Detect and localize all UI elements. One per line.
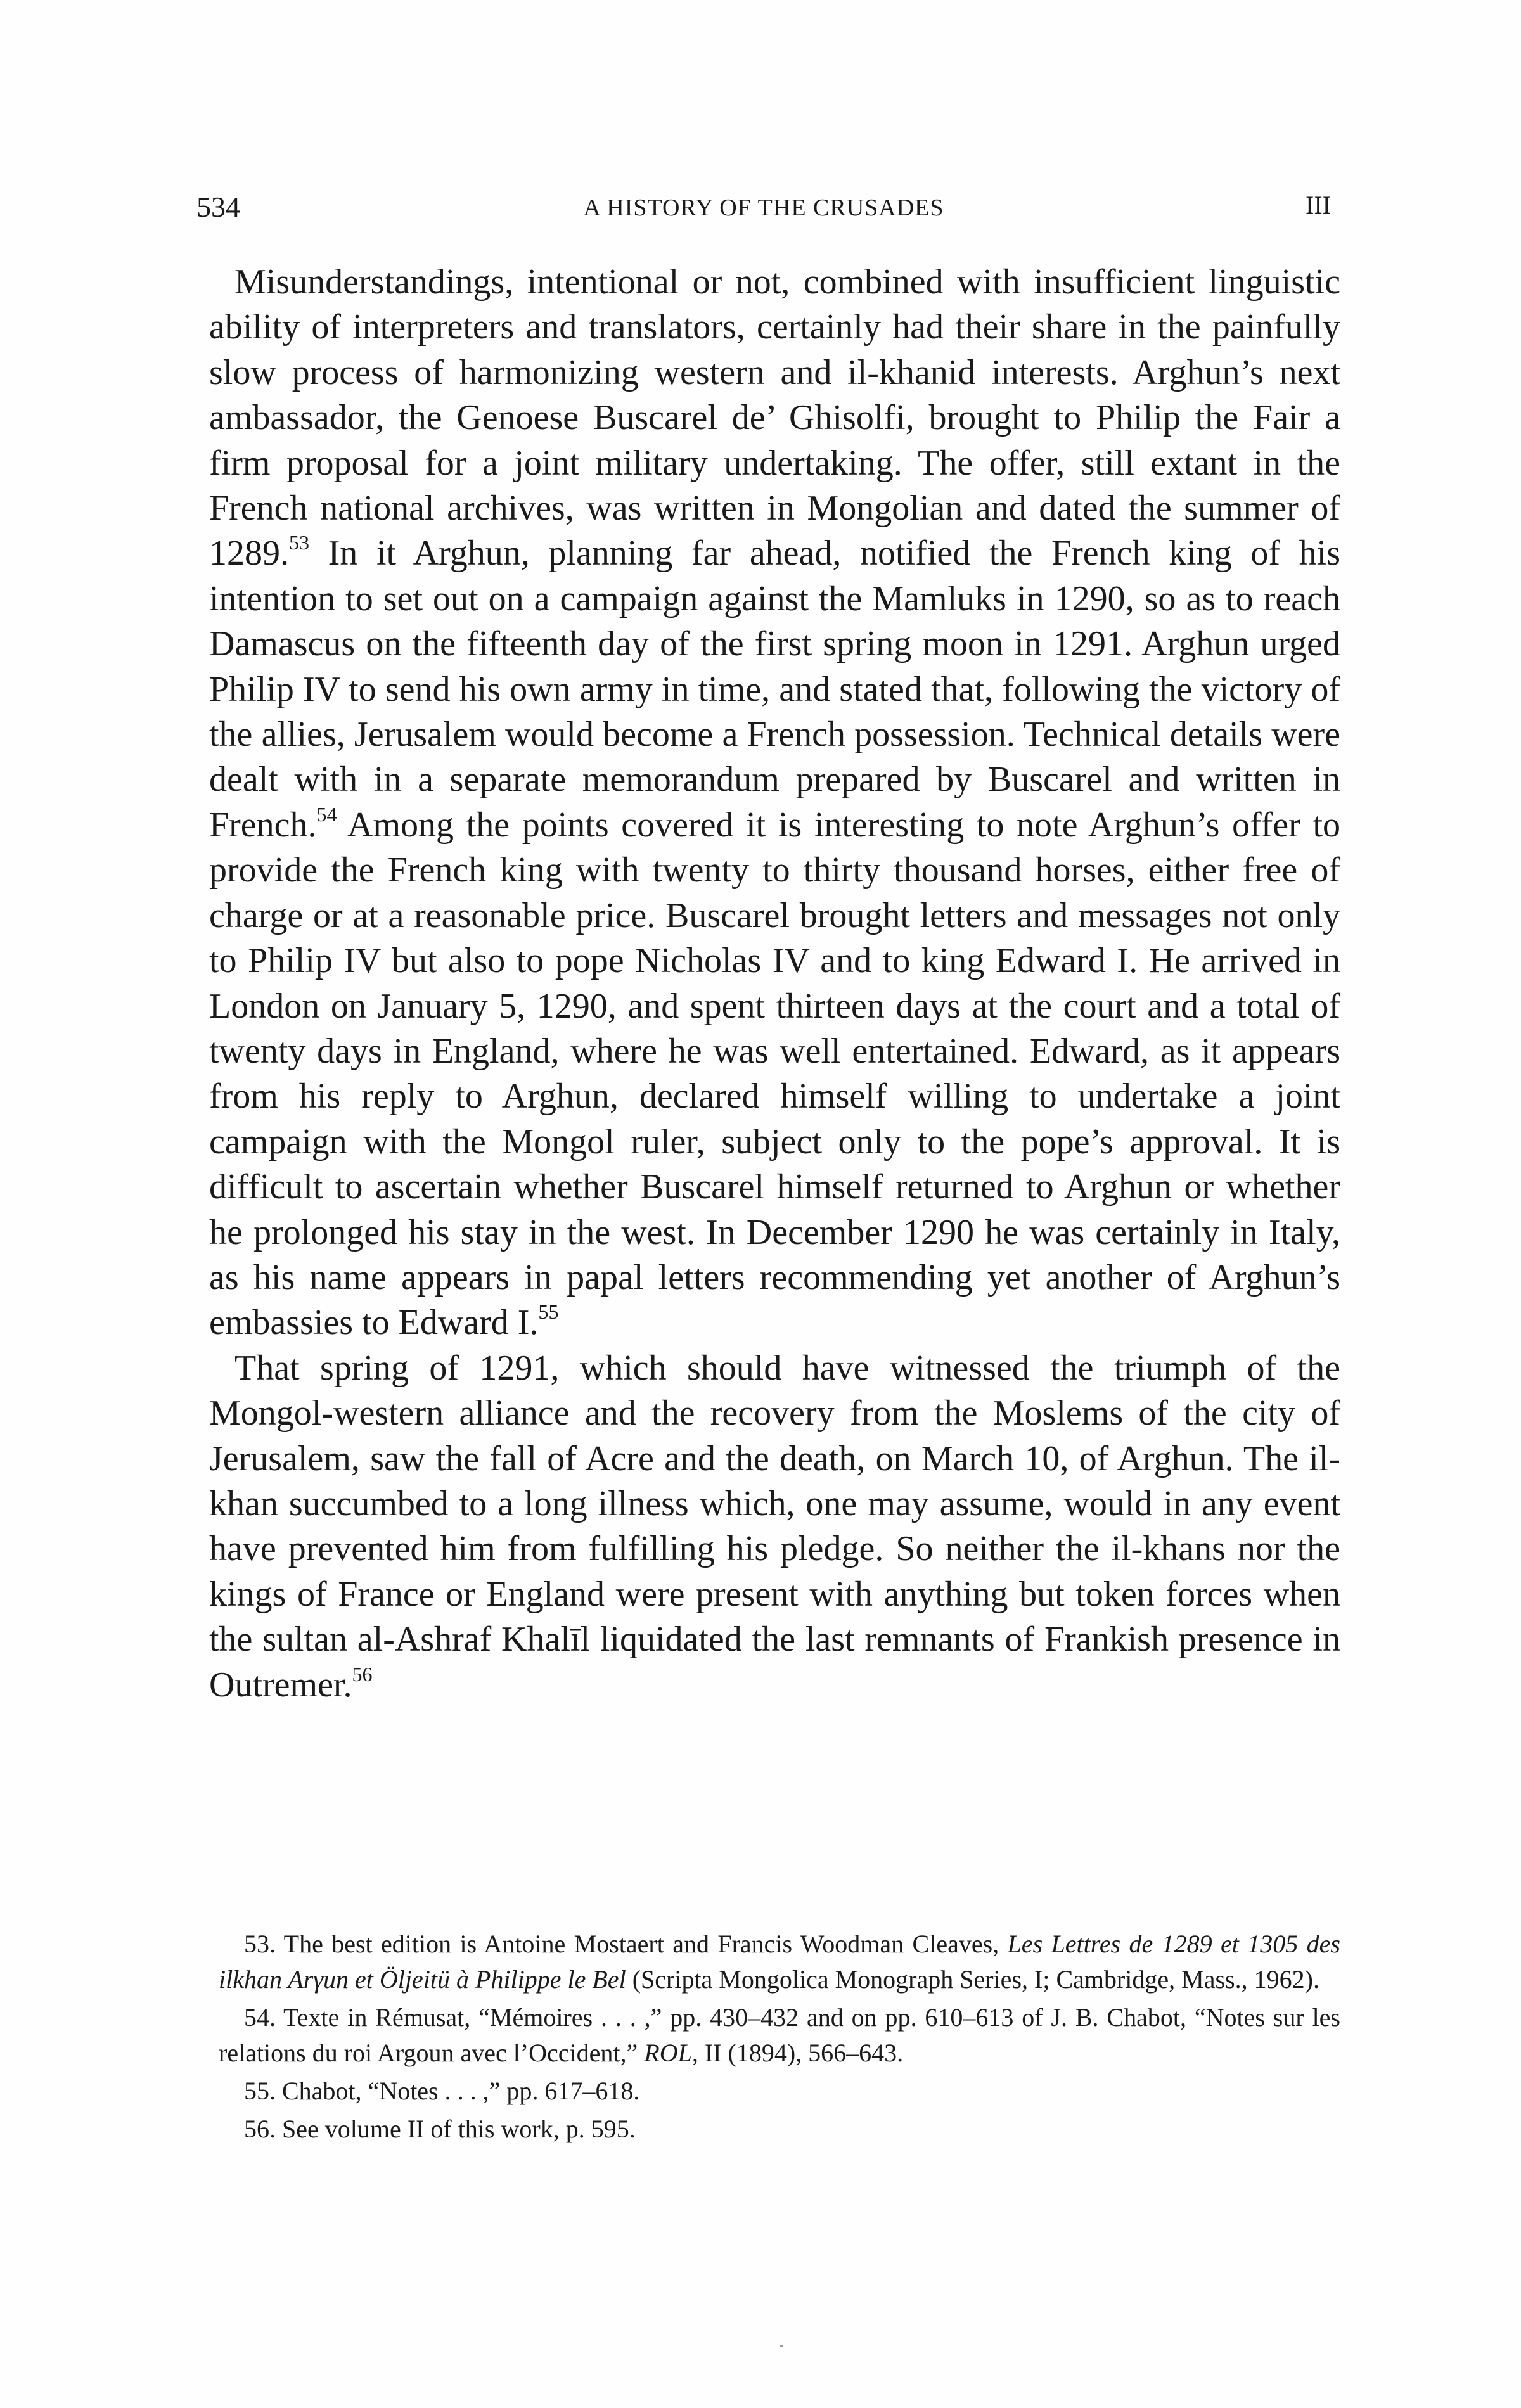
- paragraph-1-text-a: Misunderstandings, intentional or not, combined with insufficient linguistic ability of interpreters and translators, certainly had their share in the painfully slow process of harmonizing western and il-khanid interests. Arghun’s next ambassador, the Genoese Buscarel de’ Ghisolfi, brought to Philip the Fair a firm proposal for a joint military undertaking. The offer, still extant in the French national archives, was written in Mongolian and dated the summer of 1289.: [209, 262, 1340, 573]
- footnote-53-number: 53.: [244, 1930, 276, 1958]
- running-head: [196, 190, 1331, 228]
- body-text: [209, 260, 1340, 1708]
- footnote-55-text: Chabot, “Notes . . . ,” pp. 617–618.: [276, 2077, 640, 2105]
- footnote-56-number: 56.: [244, 2115, 276, 2143]
- footnote-54-number: 54.: [244, 2003, 276, 2032]
- footnote-53-text-b: (Scripta Mongolica Monograph Series, I; Cambridge, Mass., 1962).: [626, 1965, 1319, 1994]
- footnote-54: [219, 2000, 1340, 2071]
- footnote-53-text-a: The best edition is Antoine Mostaert and Francis Woodman Cleaves,: [276, 1930, 1008, 1958]
- footnote-55: [219, 2073, 1340, 2109]
- page-number: 534: [196, 191, 240, 223]
- paragraph-1: [209, 260, 1340, 1346]
- footnote-53-title: Les Lettres de 1289 et 1305 des ilkhan Arγun et Öljeitü à Philippe le Bel: [219, 1930, 1340, 1994]
- page-speck: [780, 2345, 783, 2347]
- footnote-54-text-b: II (1894), 566–643.: [698, 2039, 904, 2067]
- paragraph-1-text-c: Among the points covered it is interesting to note Arghun’s offer to provide the French king with twenty to thirty thousand horses, either free of charge or at a reasonable price. Buscarel brought letters and messages not only to Philip IV but also to pope Nicholas IV and to king Edward I. He arrived in London on January 5, 1290, and spent thirteen days at the court and a total of twenty days in England, where he was well entertained. Edward, as it appears from his reply to Arghun, declared himself willing to undertake a joint campaign with the Mongol ruler, subject only to the pope’s approval. It is difficult to ascertain whether Buscarel himself returned to Arghun or whether he prolonged his stay in the west. In December 1290 he was certainly in Italy, as his name appears in papal letters recommending yet another of Arghun’s embassies to Edward I.: [209, 805, 1340, 1343]
- footnote-54-journal: ROL,: [644, 2039, 698, 2067]
- footnote-55-number: 55.: [244, 2077, 276, 2105]
- running-title: A HISTORY OF THE CRUSADES: [583, 195, 944, 221]
- footnote-ref-55[interactable]: 55: [538, 1300, 559, 1324]
- paragraph-1-text-b: In it Arghun, planning far ahead, notified the French king of his intention to set out on a campaign against the Mamluks in 1290, so as to reach Damascus on the fifteenth day of the first spring moon in 1291. Arghun urged Philip IV to send his own army in time, and stated that, following the victory of the allies, Jerusalem would become a French possession. Technical details were dealt with in a separate memorandum prepared by Buscarel and written in French.: [209, 534, 1340, 845]
- footnote-56: [219, 2111, 1340, 2147]
- footnotes: [219, 1926, 1340, 2149]
- footnote-ref-53[interactable]: 53: [289, 531, 309, 554]
- footnote-53: [219, 1926, 1340, 1997]
- paragraph-2-text: That spring of 1291, which should have witnessed the triumph of the Mongol-western alliance and the recovery from the Moslems of the city of Jerusalem, saw the fall of Acre and the death, on March 10, of Arghun. The il-khan succumbed to a long illness which, one may assume, would in any event have prevented him from fulfilling his pledge. So neither the il-khans nor the kings of France or England were present with anything but token forces when the sultan al-Ashraf Khalīl liquidated the last remnants of Frankish presence in Outremer.: [209, 1348, 1340, 1705]
- footnote-ref-56[interactable]: 56: [352, 1662, 373, 1686]
- paragraph-2: [209, 1346, 1340, 1708]
- footnote-ref-54[interactable]: 54: [316, 802, 337, 826]
- footnote-54-text-a: Texte in Rémusat, “Mémoires . . . ,” pp. 430–432 and on pp. 610–613 of J. B. Chabot, “Notes sur les relations du roi Argoun avec l’Occident,”: [219, 2003, 1340, 2067]
- footnote-56-text: See volume II of this work, p. 595.: [276, 2115, 636, 2143]
- volume-number: III: [1306, 191, 1331, 219]
